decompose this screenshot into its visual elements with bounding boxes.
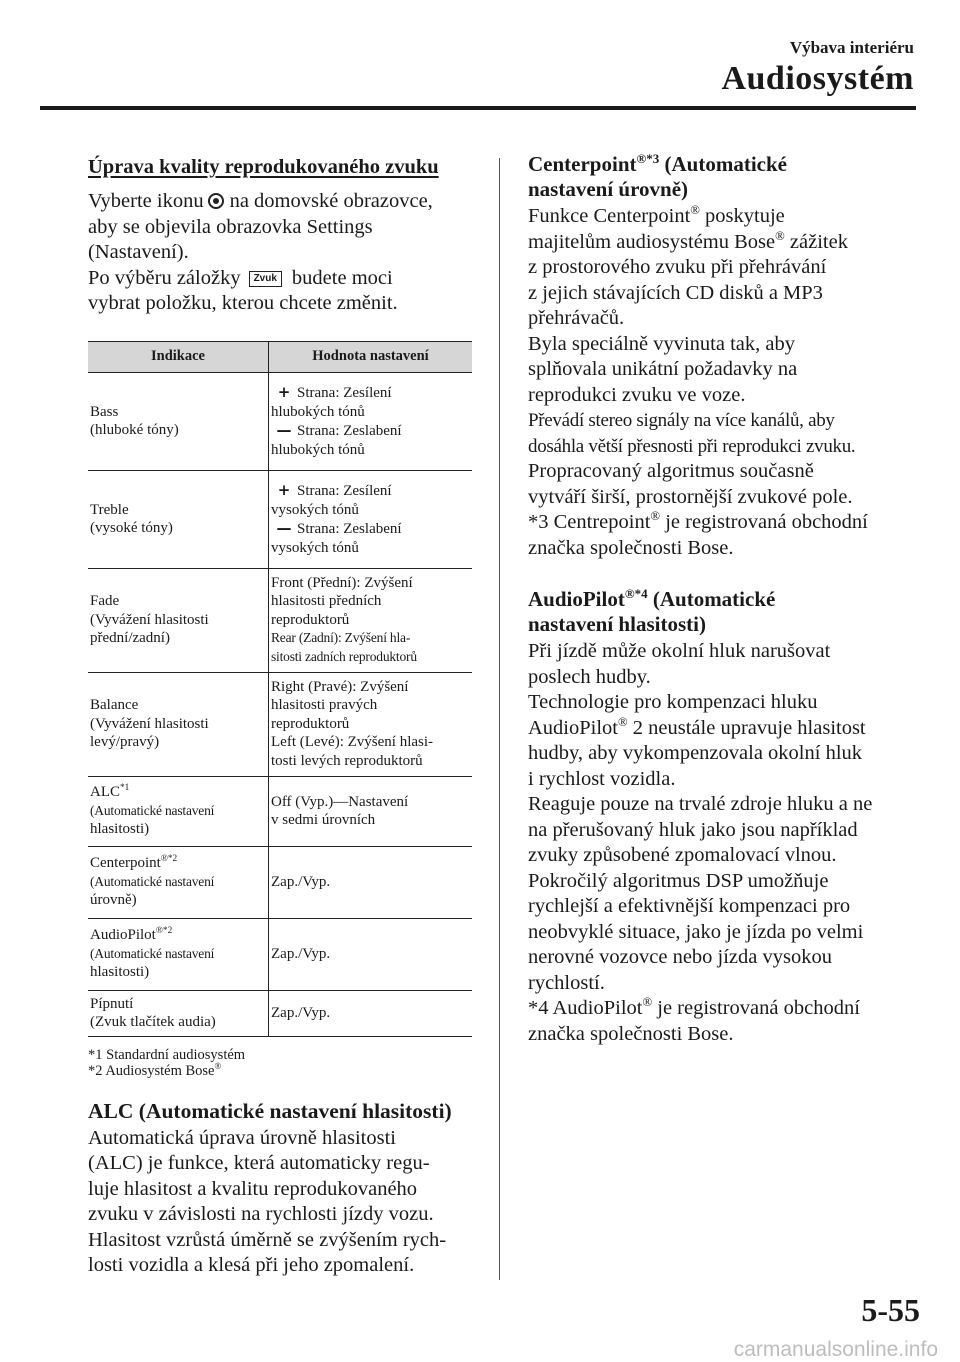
centerpoint-paragraph <box>528 204 920 561</box>
cp-line: vytváří širší, prostornější zvukové pole. <box>528 485 853 508</box>
footnote-1: *1 Standardní audiosystém <box>88 1046 246 1063</box>
sound-tab-label: Zvuk <box>249 271 282 287</box>
cp-line: zážitek <box>784 230 848 253</box>
title-text: nastavení hlasitosti) <box>528 612 706 636</box>
section-title-alc: ALC (Automatické nastavení hlasitosti) <box>88 1098 452 1123</box>
value-text: Zap./Vyp. <box>271 945 331 962</box>
setting-name: Centerpoint <box>90 855 161 872</box>
setting-desc: (Automatické nastavení <box>90 802 215 818</box>
setting-name: Bass <box>90 403 119 420</box>
setting-desc: (Vyvážení hlasitosti <box>90 611 209 628</box>
value-text: Zap./Vyp. <box>271 1004 331 1021</box>
left-column <box>88 150 472 1279</box>
value-text: Strana: Zesílení <box>297 483 392 499</box>
setting-desc: úrovně) <box>90 892 137 909</box>
header-rule <box>40 106 916 110</box>
minus-icon: — <box>276 421 292 439</box>
setting-desc: (hluboké tóny) <box>90 422 179 438</box>
footnote-marker: *1 <box>120 783 130 794</box>
table-cell-indication <box>88 672 269 776</box>
value-text: Zap./Vyp. <box>271 873 331 890</box>
intro-text: (Nastavení). <box>88 241 189 263</box>
value-text: Front (Přední): Zvýšení <box>271 574 413 591</box>
value-text: Left (Levé): Zvýšení hlasi- <box>271 734 434 751</box>
registered-mark: ® <box>618 714 628 729</box>
table-cell-value <box>269 918 473 990</box>
table-cell-value <box>269 990 473 1036</box>
table-header-row <box>88 341 472 372</box>
value-text: Strana: Zeslabení <box>297 521 402 537</box>
table-cell-indication <box>88 990 269 1036</box>
cp-line: *3 Centrepoint <box>528 511 651 533</box>
plus-icon: + <box>277 383 291 401</box>
section-title-audiopilot <box>528 587 920 637</box>
setting-name: ALC <box>90 784 120 801</box>
title-sup: ®*4 <box>624 586 648 601</box>
column-divider <box>499 158 500 1280</box>
alc-line: Hlasitost vzrůstá úměrně se zvýšením rych- <box>88 1228 447 1251</box>
title-text: (Automatické <box>659 152 787 176</box>
cp-line: Propracovaný algoritmus současně <box>528 460 814 482</box>
cp-line: dosáhla větší přesnosti při reprodukci zvuku. <box>528 435 856 457</box>
setting-name: Fade <box>90 593 120 610</box>
registered-mark: ® <box>775 228 785 243</box>
value-text: Strana: Zeslabení <box>297 423 402 439</box>
intro-text: na domovské obrazovce, <box>229 190 433 212</box>
table-row <box>88 470 472 568</box>
table-row <box>88 990 472 1036</box>
table-cell-indication <box>88 470 269 568</box>
ap-line: *4 AudioPilot <box>528 997 643 1019</box>
setting-name: Pípnutí <box>90 995 134 1012</box>
value-text: hlubokých tónů <box>271 403 365 420</box>
ap-line: rychlejší a efektivnější kompenzaci pro <box>528 895 851 917</box>
footnote-marker: ®*2 <box>160 854 178 865</box>
cp-line: majitelům audiosystému Bose <box>528 230 776 253</box>
setting-desc: přední/zadní) <box>90 630 170 647</box>
value-text: Strana: Zesílení <box>297 385 392 401</box>
table-cell-value <box>269 846 473 918</box>
setting-desc: (Automatické nastavení <box>90 945 215 961</box>
table-cell-indication <box>88 846 269 918</box>
setting-desc: (vysoké tóny) <box>90 520 173 536</box>
cp-line: značka společnosti Bose. <box>528 536 734 559</box>
value-text: Rear (Zadní): Zvýšení hla- <box>271 630 411 646</box>
cp-line: splňovala unikátní požadavky na <box>528 358 798 380</box>
cp-line: Převádí stereo signály na více kanálů, aby <box>528 410 835 431</box>
intro-text: aby se objevila obrazovka Settings <box>88 215 373 238</box>
value-text: vysokých tónů <box>271 539 359 556</box>
value-text: hlubokých tónů <box>271 441 365 458</box>
table-cell-indication <box>88 918 269 990</box>
table-cell-value <box>269 776 473 846</box>
minus-icon: — <box>276 519 292 537</box>
table-row <box>88 776 472 846</box>
alc-paragraph <box>88 1126 472 1279</box>
footnote-2: *2 Audiosystém Bose <box>88 1062 215 1079</box>
registered-mark: ® <box>642 995 653 1010</box>
ap-line: Při jízdě může okolní hluk narušovat <box>528 640 831 662</box>
ap-line: AudioPilot <box>528 716 618 739</box>
alc-line: zvuku v závislosti na rychlosti jízdy vozu. <box>88 1203 434 1225</box>
title-sup: ®*3 <box>636 151 660 166</box>
page-number: 5-55 <box>861 1292 920 1328</box>
table-cell-indication <box>88 568 269 672</box>
plus-icon: + <box>277 481 291 499</box>
table-row <box>88 568 472 672</box>
ap-line: Technologie pro kompenzaci hluku <box>528 691 818 713</box>
title-text: AudioPilot <box>528 587 625 611</box>
value-text: vysokých tónů <box>271 501 359 518</box>
ap-line: rychlostí. <box>528 971 605 994</box>
value-text: Off (Vyp.)―Nastavení <box>271 793 409 810</box>
settings-table <box>88 341 472 1037</box>
intro-paragraph <box>88 189 472 317</box>
intro-text: budete moci <box>291 266 393 289</box>
table-cell-value <box>269 672 473 776</box>
setting-name: Balance <box>90 697 139 714</box>
ap-line: na přerušovaný hluk jako jsou například <box>528 818 858 841</box>
value-text: reproduktorů <box>271 715 350 732</box>
right-column <box>528 152 920 1047</box>
ap-line: Reaguje pouze na trvalé zdroje hluku a ne <box>528 793 873 815</box>
ap-line: hudby, aby vykompenzovala okolní hluk <box>528 742 863 764</box>
setting-name: AudioPilot <box>90 927 156 944</box>
table-cell-value <box>269 372 473 470</box>
value-text: hlasitosti pravých <box>271 697 378 714</box>
cp-line: reprodukci zvuku ve voze. <box>528 383 746 406</box>
value-text: tosti levých reproduktorů <box>271 752 423 769</box>
setting-desc: (Vyvážení hlasitosti <box>90 715 209 732</box>
table-row <box>88 372 472 470</box>
value-text: Right (Pravé): Zvýšení <box>271 678 409 695</box>
intro-text: vybrat položku, kterou chcete změnit. <box>88 292 398 314</box>
alc-line: (ALC) je funkce, která automaticky regu- <box>88 1152 430 1174</box>
value-text: v sedmi úrovních <box>271 812 376 828</box>
alc-line: losti vozidla a klesá při jeho zpomalení. <box>88 1254 415 1276</box>
cp-line: Funkce Centerpoint <box>528 205 691 227</box>
table-row <box>88 846 472 918</box>
section-title-centerpoint <box>528 152 920 202</box>
table-row <box>88 918 472 990</box>
intro-text: Vyberte ikonu <box>88 190 204 212</box>
registered-mark: ® <box>214 1060 222 1071</box>
registered-mark: ® <box>650 509 661 524</box>
footnotes <box>88 1047 472 1079</box>
value-text: hlasitosti předních <box>271 593 382 610</box>
ap-line: značka společnosti Bose. <box>528 1022 734 1045</box>
settings-icon <box>208 193 224 209</box>
table-cell-value <box>269 470 473 568</box>
ap-line: poslech hudby. <box>528 665 651 688</box>
cp-line: je registrovaná obchodní <box>660 511 868 533</box>
audiopilot-paragraph <box>528 639 920 1047</box>
ap-line: i rychlost vozidla. <box>528 767 676 790</box>
setting-name: Treble <box>90 501 129 518</box>
alc-line: Automatická úprava úrovně hlasitosti <box>88 1126 396 1149</box>
setting-desc: hlasitosti) <box>90 821 150 838</box>
setting-desc: hlasitosti) <box>90 964 150 981</box>
title-text: Centerpoint <box>528 152 637 176</box>
table-cell-indication <box>88 372 269 470</box>
cp-line: Byla speciálně vyvinuta tak, aby <box>528 332 795 355</box>
header-chapter-title: Audiosystém <box>721 60 914 97</box>
value-text: reproduktorů <box>271 611 350 628</box>
setting-desc: levý/pravý) <box>90 734 160 751</box>
table-header-value: Hodnota nastavení <box>269 341 473 372</box>
ap-line: nerovné vozovce nebo jízda vysokou <box>528 946 832 968</box>
cp-line: přehrávačů. <box>528 307 625 329</box>
ap-line: zvuky způsobené zpomalovací vlnou. <box>528 844 837 866</box>
table-header-indication: Indikace <box>88 341 269 372</box>
cp-line: z jejich stávajících CD disků a MP3 <box>528 281 823 304</box>
table-row <box>88 672 472 776</box>
header-section-label: Výbava interiéru <box>789 38 914 57</box>
cp-line: poskytuje <box>699 205 785 227</box>
cp-line: z prostorového zvuku při přehrávání <box>528 256 827 278</box>
watermark: carmanualsonline.info <box>733 1338 938 1361</box>
footnote-marker: ®*2 <box>155 926 173 937</box>
ap-line: je registrovaná obchodní <box>652 997 860 1019</box>
intro-text: Po výběru záložky <box>88 266 241 289</box>
setting-desc: (Automatické nastavení <box>90 873 215 889</box>
title-text: nastavení úrovně) <box>528 177 689 201</box>
setting-desc: (Zvuk tlačítek audia) <box>90 1014 216 1030</box>
ap-line: 2 neustále upravuje hlasitost <box>627 716 866 739</box>
alc-line: luje hlasitost a kvalitu reprodukovaného <box>88 1177 418 1200</box>
registered-mark: ® <box>690 203 700 218</box>
title-text: (Automatické <box>647 587 776 611</box>
section-title-sound-quality: Úprava kvality reprodukovaného zvuku <box>88 156 439 178</box>
ap-line: neobvyklé situace, jako je jízda po velmi <box>528 920 864 943</box>
table-cell-value <box>269 568 473 672</box>
ap-line: Pokročilý algoritmus DSP umožňuje <box>528 869 829 892</box>
value-text: sitosti zadních reproduktorů <box>271 648 417 664</box>
table-cell-indication <box>88 776 269 846</box>
